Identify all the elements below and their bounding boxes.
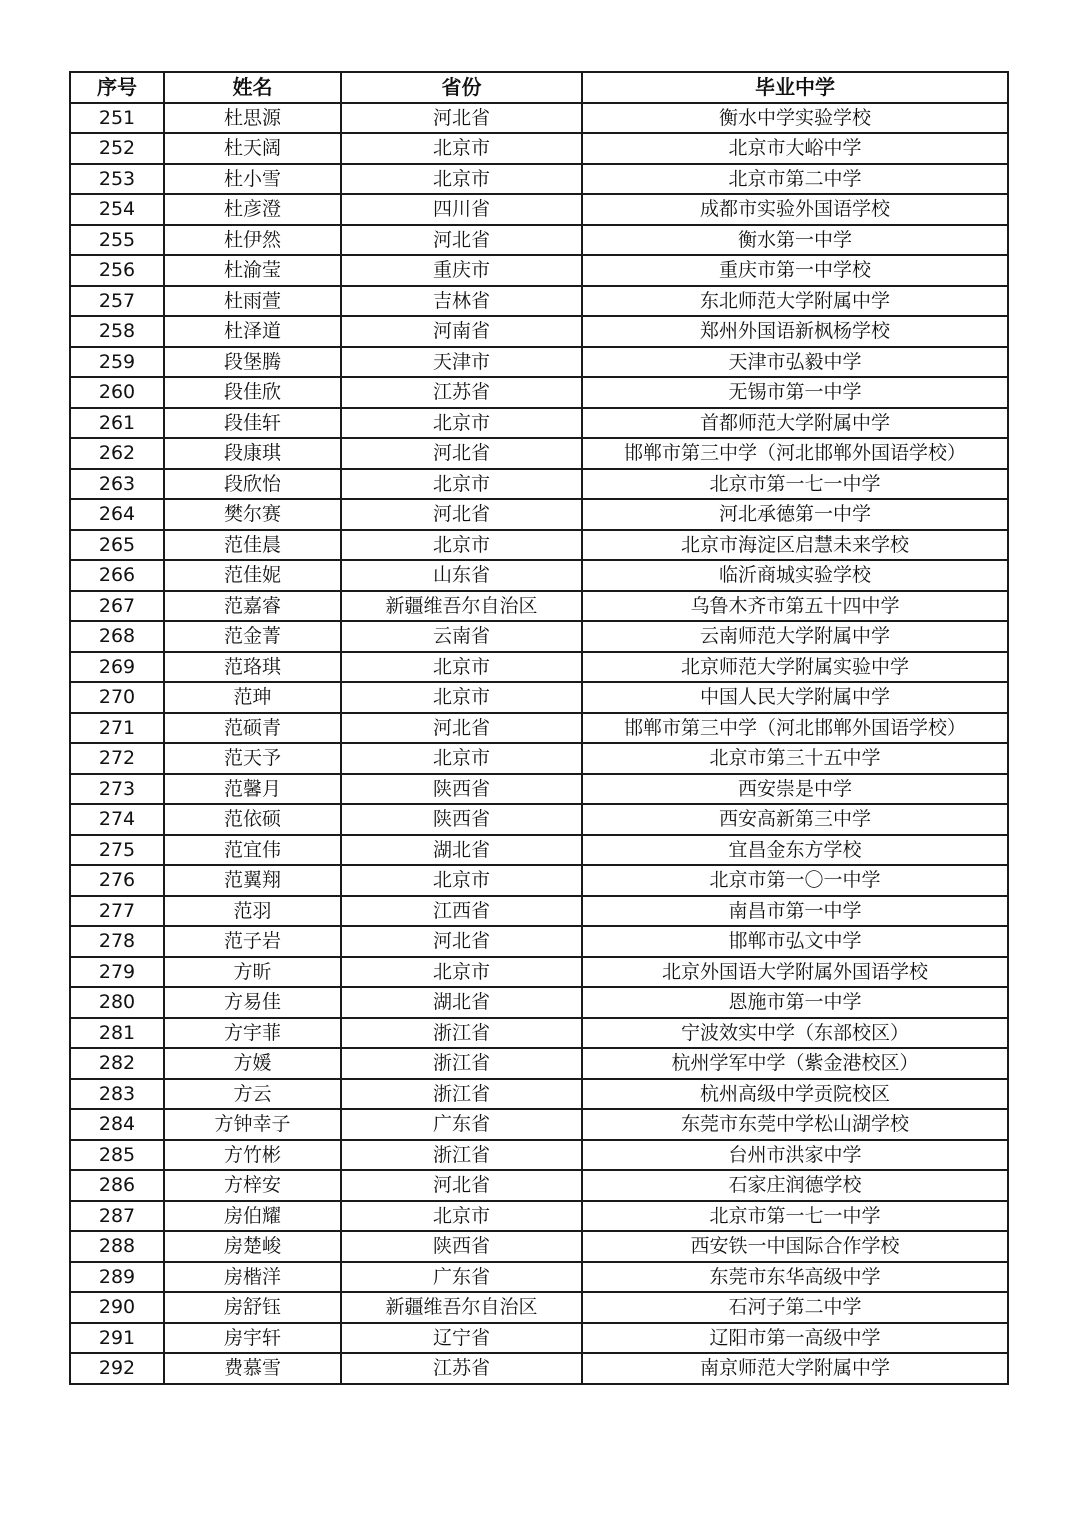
cell-province: 浙江省	[341, 1048, 582, 1079]
cell-school: 西安高新第三中学	[582, 804, 1008, 835]
cell-province: 北京市	[341, 865, 582, 896]
cell-name: 范硕青	[164, 713, 341, 744]
cell-school: 台州市洪家中学	[582, 1140, 1008, 1171]
cell-no: 274	[70, 804, 164, 835]
cell-name: 段佳轩	[164, 408, 341, 439]
cell-province: 四川省	[341, 194, 582, 225]
cell-province: 江苏省	[341, 377, 582, 408]
cell-name: 范羽	[164, 896, 341, 927]
cell-school: 河北承德第一中学	[582, 499, 1008, 530]
table-row	[70, 316, 1008, 347]
cell-province: 浙江省	[341, 1018, 582, 1049]
table-row	[70, 1109, 1008, 1140]
cell-no: 289	[70, 1262, 164, 1293]
cell-school: 衡水第一中学	[582, 225, 1008, 256]
cell-no: 251	[70, 103, 164, 134]
cell-no: 258	[70, 316, 164, 347]
cell-name: 费慕雪	[164, 1353, 341, 1384]
table-row	[70, 103, 1008, 134]
cell-name: 方云	[164, 1079, 341, 1110]
cell-name: 杜渝莹	[164, 255, 341, 286]
cell-name: 房楚峻	[164, 1231, 341, 1262]
cell-province: 新疆维吾尔自治区	[341, 591, 582, 622]
cell-name: 范嘉睿	[164, 591, 341, 622]
cell-name: 方昕	[164, 957, 341, 988]
cell-no: 275	[70, 835, 164, 866]
cell-no: 271	[70, 713, 164, 744]
cell-province: 北京市	[341, 408, 582, 439]
cell-school: 天津市弘毅中学	[582, 347, 1008, 378]
cell-province: 北京市	[341, 1201, 582, 1232]
cell-school: 杭州学军中学（紫金港校区）	[582, 1048, 1008, 1079]
cell-school: 邯郸市第三中学（河北邯郸外国语学校）	[582, 438, 1008, 469]
cell-no: 281	[70, 1018, 164, 1049]
cell-no: 280	[70, 987, 164, 1018]
header-province: 省份	[341, 72, 582, 103]
table-row	[70, 865, 1008, 896]
cell-school: 恩施市第一中学	[582, 987, 1008, 1018]
cell-no: 267	[70, 591, 164, 622]
table-row	[70, 1353, 1008, 1384]
cell-name: 方宇菲	[164, 1018, 341, 1049]
header-name: 姓名	[164, 72, 341, 103]
table-row	[70, 1018, 1008, 1049]
cell-school: 中国人民大学附属中学	[582, 682, 1008, 713]
cell-school: 东莞市东莞中学松山湖学校	[582, 1109, 1008, 1140]
cell-school: 邯郸市弘文中学	[582, 926, 1008, 957]
cell-no: 285	[70, 1140, 164, 1171]
cell-school: 石河子第二中学	[582, 1292, 1008, 1323]
cell-province: 北京市	[341, 682, 582, 713]
cell-province: 新疆维吾尔自治区	[341, 1292, 582, 1323]
cell-province: 陕西省	[341, 1231, 582, 1262]
table-row	[70, 1170, 1008, 1201]
table-row	[70, 499, 1008, 530]
table-row	[70, 1201, 1008, 1232]
table-header-row	[70, 72, 1008, 103]
cell-no: 263	[70, 469, 164, 500]
cell-province: 河北省	[341, 438, 582, 469]
cell-school: 云南师范大学附属中学	[582, 621, 1008, 652]
cell-school: 宜昌金东方学校	[582, 835, 1008, 866]
table-row	[70, 896, 1008, 927]
cell-no: 282	[70, 1048, 164, 1079]
table-row	[70, 743, 1008, 774]
table-row	[70, 255, 1008, 286]
cell-province: 广东省	[341, 1262, 582, 1293]
table-row	[70, 1231, 1008, 1262]
cell-school: 北京市大峪中学	[582, 133, 1008, 164]
table-row	[70, 1140, 1008, 1171]
cell-name: 方梓安	[164, 1170, 341, 1201]
cell-province: 江苏省	[341, 1353, 582, 1384]
cell-province: 江西省	[341, 896, 582, 927]
cell-name: 杜思源	[164, 103, 341, 134]
cell-name: 房楷洋	[164, 1262, 341, 1293]
cell-no: 283	[70, 1079, 164, 1110]
cell-name: 范馨月	[164, 774, 341, 805]
cell-no: 290	[70, 1292, 164, 1323]
cell-province: 河南省	[341, 316, 582, 347]
cell-province: 河北省	[341, 926, 582, 957]
table-row	[70, 591, 1008, 622]
cell-no: 279	[70, 957, 164, 988]
cell-no: 256	[70, 255, 164, 286]
cell-province: 河北省	[341, 103, 582, 134]
cell-name: 方竹彬	[164, 1140, 341, 1171]
cell-no: 268	[70, 621, 164, 652]
student-table	[69, 71, 1009, 1385]
cell-no: 287	[70, 1201, 164, 1232]
cell-no: 254	[70, 194, 164, 225]
table-row	[70, 560, 1008, 591]
student-list-sheet	[69, 71, 1007, 1385]
cell-no: 292	[70, 1353, 164, 1384]
cell-no: 264	[70, 499, 164, 530]
table-row	[70, 377, 1008, 408]
cell-no: 272	[70, 743, 164, 774]
cell-no: 284	[70, 1109, 164, 1140]
cell-name: 范天予	[164, 743, 341, 774]
cell-school: 北京师范大学附属实验中学	[582, 652, 1008, 683]
cell-name: 杜天阔	[164, 133, 341, 164]
table-row	[70, 774, 1008, 805]
cell-province: 云南省	[341, 621, 582, 652]
cell-province: 河北省	[341, 713, 582, 744]
cell-name: 范宜伟	[164, 835, 341, 866]
cell-name: 方易佳	[164, 987, 341, 1018]
cell-name: 房伯耀	[164, 1201, 341, 1232]
cell-name: 范子岩	[164, 926, 341, 957]
cell-school: 西安崇是中学	[582, 774, 1008, 805]
cell-school: 临沂商城实验学校	[582, 560, 1008, 591]
cell-no: 266	[70, 560, 164, 591]
cell-name: 方钟幸子	[164, 1109, 341, 1140]
table-row	[70, 194, 1008, 225]
cell-name: 房宇轩	[164, 1323, 341, 1354]
table-row	[70, 652, 1008, 683]
cell-no: 288	[70, 1231, 164, 1262]
table-row	[70, 469, 1008, 500]
cell-no: 270	[70, 682, 164, 713]
table-row	[70, 164, 1008, 195]
cell-province: 北京市	[341, 469, 582, 500]
table-row	[70, 957, 1008, 988]
cell-no: 265	[70, 530, 164, 561]
table-row	[70, 347, 1008, 378]
cell-school: 南京师范大学附属中学	[582, 1353, 1008, 1384]
table-row	[70, 1323, 1008, 1354]
cell-school: 首都师范大学附属中学	[582, 408, 1008, 439]
cell-school: 郑州外国语新枫杨学校	[582, 316, 1008, 347]
table-row	[70, 1262, 1008, 1293]
table-row	[70, 621, 1008, 652]
cell-no: 277	[70, 896, 164, 927]
cell-province: 北京市	[341, 743, 582, 774]
cell-name: 范佳妮	[164, 560, 341, 591]
cell-province: 天津市	[341, 347, 582, 378]
cell-no: 286	[70, 1170, 164, 1201]
cell-no: 260	[70, 377, 164, 408]
cell-school: 东莞市东华高级中学	[582, 1262, 1008, 1293]
cell-name: 樊尔赛	[164, 499, 341, 530]
cell-province: 北京市	[341, 652, 582, 683]
cell-no: 255	[70, 225, 164, 256]
cell-no: 276	[70, 865, 164, 896]
table-row	[70, 530, 1008, 561]
table-row	[70, 713, 1008, 744]
cell-province: 吉林省	[341, 286, 582, 317]
cell-name: 范依硕	[164, 804, 341, 835]
cell-province: 广东省	[341, 1109, 582, 1140]
cell-name: 方媛	[164, 1048, 341, 1079]
cell-province: 山东省	[341, 560, 582, 591]
cell-name: 段欣怡	[164, 469, 341, 500]
cell-school: 南昌市第一中学	[582, 896, 1008, 927]
cell-province: 陕西省	[341, 804, 582, 835]
table-row	[70, 286, 1008, 317]
cell-name: 杜小雪	[164, 164, 341, 195]
cell-name: 杜雨萱	[164, 286, 341, 317]
table-row	[70, 1079, 1008, 1110]
cell-province: 北京市	[341, 957, 582, 988]
cell-no: 259	[70, 347, 164, 378]
cell-province: 辽宁省	[341, 1323, 582, 1354]
cell-school: 北京市第一七一中学	[582, 469, 1008, 500]
cell-school: 邯郸市第三中学（河北邯郸外国语学校）	[582, 713, 1008, 744]
cell-province: 浙江省	[341, 1140, 582, 1171]
cell-school: 北京市第一七一中学	[582, 1201, 1008, 1232]
table-row	[70, 133, 1008, 164]
cell-name: 段康琪	[164, 438, 341, 469]
cell-name: 范珞琪	[164, 652, 341, 683]
cell-school: 北京市第一〇一中学	[582, 865, 1008, 896]
cell-no: 278	[70, 926, 164, 957]
cell-province: 湖北省	[341, 835, 582, 866]
cell-province: 北京市	[341, 133, 582, 164]
cell-province: 北京市	[341, 164, 582, 195]
cell-name: 段佳欣	[164, 377, 341, 408]
table-row	[70, 408, 1008, 439]
table-row	[70, 987, 1008, 1018]
table-row	[70, 804, 1008, 835]
table-row	[70, 835, 1008, 866]
cell-province: 浙江省	[341, 1079, 582, 1110]
cell-name: 段堡腾	[164, 347, 341, 378]
cell-province: 重庆市	[341, 255, 582, 286]
table-body	[70, 103, 1008, 1384]
cell-school: 无锡市第一中学	[582, 377, 1008, 408]
cell-no: 253	[70, 164, 164, 195]
cell-name: 范珅	[164, 682, 341, 713]
cell-no: 257	[70, 286, 164, 317]
cell-no: 261	[70, 408, 164, 439]
cell-school: 衡水中学实验学校	[582, 103, 1008, 134]
cell-school: 乌鲁木齐市第五十四中学	[582, 591, 1008, 622]
cell-name: 范翼翔	[164, 865, 341, 896]
cell-name: 房舒钰	[164, 1292, 341, 1323]
cell-name: 杜彦澄	[164, 194, 341, 225]
cell-no: 291	[70, 1323, 164, 1354]
cell-school: 西安铁一中国际合作学校	[582, 1231, 1008, 1262]
cell-school: 北京市第二中学	[582, 164, 1008, 195]
cell-school: 杭州高级中学贡院校区	[582, 1079, 1008, 1110]
cell-school: 辽阳市第一高级中学	[582, 1323, 1008, 1354]
cell-name: 杜伊然	[164, 225, 341, 256]
table-row	[70, 225, 1008, 256]
cell-school: 北京市第三十五中学	[582, 743, 1008, 774]
cell-name: 范金菁	[164, 621, 341, 652]
cell-school: 石家庄润德学校	[582, 1170, 1008, 1201]
cell-school: 北京市海淀区启慧未来学校	[582, 530, 1008, 561]
cell-province: 陕西省	[341, 774, 582, 805]
cell-no: 252	[70, 133, 164, 164]
cell-province: 北京市	[341, 530, 582, 561]
cell-school: 北京外国语大学附属外国语学校	[582, 957, 1008, 988]
cell-name: 杜泽道	[164, 316, 341, 347]
cell-school: 成都市实验外国语学校	[582, 194, 1008, 225]
cell-province: 湖北省	[341, 987, 582, 1018]
cell-school: 宁波效实中学（东部校区）	[582, 1018, 1008, 1049]
header-school: 毕业中学	[582, 72, 1008, 103]
table-row	[70, 438, 1008, 469]
cell-province: 河北省	[341, 225, 582, 256]
cell-no: 269	[70, 652, 164, 683]
table-row	[70, 1048, 1008, 1079]
table-row	[70, 682, 1008, 713]
cell-no: 262	[70, 438, 164, 469]
header-no: 序号	[70, 72, 164, 103]
cell-school: 重庆市第一中学校	[582, 255, 1008, 286]
cell-no: 273	[70, 774, 164, 805]
table-row	[70, 926, 1008, 957]
cell-province: 河北省	[341, 499, 582, 530]
table-row	[70, 1292, 1008, 1323]
cell-name: 范佳晨	[164, 530, 341, 561]
cell-school: 东北师范大学附属中学	[582, 286, 1008, 317]
cell-province: 河北省	[341, 1170, 582, 1201]
